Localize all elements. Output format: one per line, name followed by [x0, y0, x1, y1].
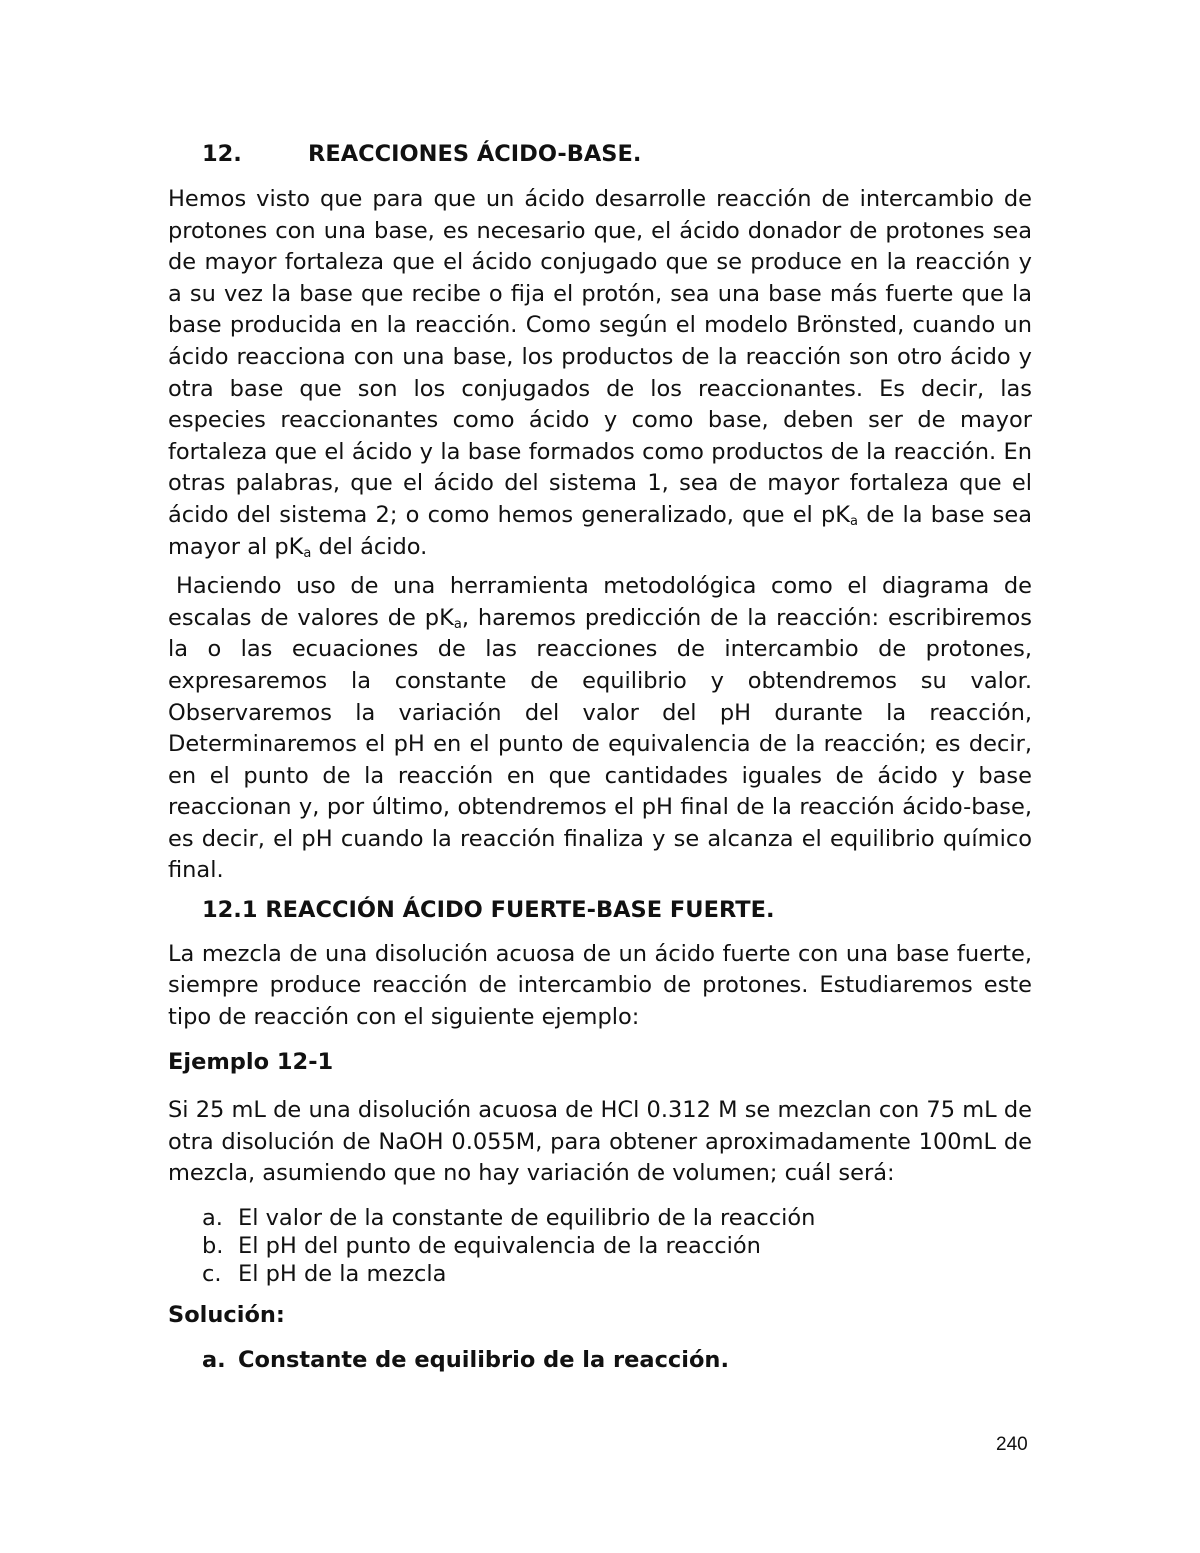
solution-subheading-text: Constante de equilibrio de la reacción.	[238, 1347, 729, 1374]
intro-text-1: Hemos visto que para que un ácido desarrolle reacción de intercambio de protones con una base, es necesario que, el ácido donador de protones sea de mayor fortaleza que el ácido conjugado que se produce en la reacción y a su vez la base que recibe o fija el protón, sea una base más fuerte que la base producida en la reacción. Como según el modelo Brönsted, cuando un ácido reacciona con una base, los productos de la reacción son otro ácido y otra base que son los conjugados de los reaccionantes. Es decir, las especies reaccionantes como ácido y como base, deben ser de mayor fortaleza que el ácido y la base formados como productos de la reacción. En otras palabras, que el ácido del sistema 1, sea de mayor fortaleza que el ácido del sistema 2; o como hemos generalizado, que el pK	[168, 186, 1032, 528]
list-item-text: El pH de la mezcla	[238, 1260, 447, 1287]
list-item	[168, 1232, 1032, 1260]
list-item-text: El valor de la constante de equilibrio de la reacción	[238, 1204, 816, 1231]
list-marker: a.	[202, 1204, 223, 1231]
list-marker: b.	[202, 1232, 224, 1259]
list-item	[168, 1204, 1032, 1232]
list-marker: c.	[202, 1260, 222, 1287]
subsection-paragraph: La mezcla de una disolución acuosa de un ácido fuerte con una base fuerte, siempre produce reacción de intercambio de protones. Estudiaremos este tipo de reacción con el siguiente ejemplo:	[168, 940, 1032, 1030]
method-paragraph	[168, 571, 1032, 887]
page-content	[168, 138, 1032, 1377]
solution-heading: Solución:	[168, 1301, 285, 1328]
intro-text-2: de la base sea mayor al pK	[168, 501, 1032, 560]
section-heading	[168, 138, 1032, 170]
pka-subscript: a	[453, 616, 462, 632]
subsection-heading: 12.1 REACCIÓN ÁCIDO FUERTE-BASE FUERTE.	[202, 897, 775, 924]
list-item	[168, 1260, 1032, 1288]
example-statement: Si 25 mL de una disolución acuosa de HCl 0.312 M se mezclan con 75 mL de otra disolución de NaOH 0.055M, para obtener aproximadamente 100mL de mezcla, asumiendo que no hay variación de volumen; cuál será:	[168, 1097, 1032, 1187]
example-question-list	[168, 1204, 1032, 1288]
pka-subscript: a	[303, 545, 312, 561]
pka-subscript: a	[850, 513, 859, 529]
section-title: REACCIONES ÁCIDO-BASE.	[308, 141, 642, 167]
method-text-2: , haremos predicción de la reacción: escribiremos la o las ecuaciones de las reacciones de intercambio de protones, expresaremos la constante de equilibrio y obtendremos su valor. Observaremos la variación del valor del pH durante la reacción, Determinaremos el pH en el punto de equivalencia de la reacción; es decir, en el punto de la reacción en que cantidades iguales de ácido y base reaccionan y, por último, obtendremos el pH final de la reacción ácido-base, es decir, el pH cuando la reacción finaliza y se alcanza el equilibrio químico final.	[168, 604, 1032, 884]
list-item-text: El pH del punto de equivalencia de la reacción	[238, 1232, 761, 1259]
solution-subheading	[168, 1345, 1032, 1377]
intro-paragraph	[168, 184, 1032, 563]
page-number: 240	[996, 1434, 1028, 1455]
intro-text-3: del ácido.	[311, 533, 428, 560]
solution-marker: a.	[202, 1347, 226, 1374]
section-number: 12.	[202, 141, 242, 167]
method-text-1: Haciendo uso de una herramienta metodológica como el diagrama de escalas de valores de pK	[168, 573, 1032, 631]
example-heading: Ejemplo 12-1	[168, 1049, 334, 1076]
